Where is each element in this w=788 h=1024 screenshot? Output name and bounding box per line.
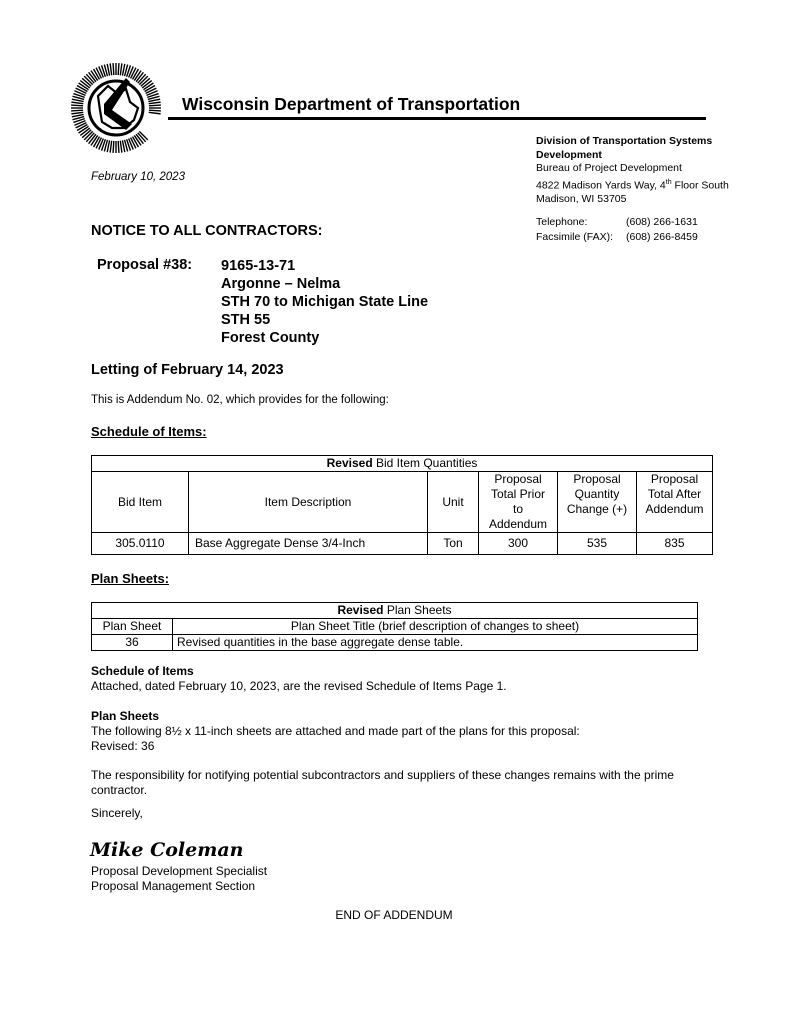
project-limits: STH 70 to Michigan State Line (221, 294, 429, 310)
cell-prior: 300 (479, 533, 558, 555)
schedule-note-heading: Schedule of Items (91, 664, 194, 678)
signer-titles (91, 864, 267, 894)
cell-sheet-title: Revised quantities in the base aggregate dense table. (173, 635, 698, 651)
proposal-label: Proposal #38: (97, 257, 193, 273)
notice-heading: NOTICE TO ALL CONTRACTORS: (91, 223, 323, 239)
table-row (92, 635, 698, 651)
plans-note (91, 709, 580, 754)
wisdot-logo (68, 64, 168, 156)
letting-heading: Letting of February 14, 2023 (91, 362, 284, 378)
contact-block (536, 215, 698, 244)
header-rule (168, 117, 706, 120)
bid-items-table (91, 455, 713, 555)
project-name: Argonne – Nelma (221, 276, 341, 292)
division-block (536, 135, 760, 206)
schedule-heading: Schedule of Items: (91, 424, 207, 439)
col-plan-sheet: Plan Sheet (92, 619, 173, 635)
col-plan-title: Plan Sheet Title (brief description of changes to sheet) (173, 619, 698, 635)
signature-mike-coleman (90, 836, 244, 864)
plan-sheets-heading: Plan Sheets: (91, 571, 170, 586)
signer-title: Proposal Development Specialist (91, 864, 268, 878)
schedule-note (91, 664, 507, 694)
fax-line: Facsimile (FAX): (608) 266-8459 (536, 230, 698, 243)
end-of-addendum: END OF ADDENDUM (335, 908, 453, 922)
table-row (92, 533, 713, 555)
col-unit: Unit (428, 472, 479, 533)
bureau-name: Bureau of Project Development (536, 162, 682, 174)
cell-unit: Ton (428, 533, 479, 555)
addendum-intro: This is Addendum No. 02, which provides for the following: (91, 394, 389, 406)
plans-note-text: The following 8½ x 11-inch sheets are attached and made part of the plans for this proposal: (91, 724, 580, 738)
project-highway: STH 55 (221, 312, 271, 328)
schedule-note-text: Attached, dated February 10, 2023, are the revised Schedule of Items Page 1. (91, 679, 507, 693)
telephone-line: Telephone: (608) 266-1631 (536, 216, 698, 228)
bid-table-title: Revised Bid Item Quantities (92, 456, 713, 472)
cell-description: Base Aggregate Dense 3/4-Inch (189, 533, 428, 555)
closing: Sincerely, (91, 806, 143, 820)
cell-sheet: 36 (92, 635, 173, 651)
plan-sheets-table (91, 602, 698, 651)
street-address: 4822 Madison Yards Way, 4th Floor South (536, 178, 729, 191)
responsibility-paragraph: The responsibility for notifying potential subcontractors and suppliers of these changes remains with the prime contractor. (91, 768, 674, 797)
project-county: Forest County (221, 330, 320, 346)
col-item-description: Item Description (189, 472, 428, 533)
cell-change: 535 (558, 533, 637, 555)
agency-name: Wisconsin Department of Transportation (182, 94, 521, 114)
col-total-prior: Proposal Total Prior to Addendum (479, 472, 558, 533)
city-address: Madison, WI 53705 (536, 192, 627, 205)
plans-note-heading: Plan Sheets (91, 709, 160, 723)
division-name: Division of Transportation Systems Development (536, 135, 713, 161)
project-id: 9165-13-71 (221, 258, 296, 274)
plans-revised: Revised: 36 (91, 739, 155, 753)
signer-section: Proposal Management Section (91, 879, 256, 893)
col-quantity-change: Proposal Quantity Change (+) (558, 472, 637, 533)
svg-text:Mike Coleman: Mike Coleman (90, 839, 244, 861)
proposal-details (221, 257, 428, 347)
letter-date: February 10, 2023 (91, 171, 185, 183)
cell-bid-item: 305.0110 (92, 533, 189, 555)
col-bid-item: Bid Item (92, 472, 189, 533)
plan-table-title: Revised Plan Sheets (92, 603, 698, 619)
col-total-after: Proposal Total After Addendum (637, 472, 713, 533)
cell-after: 835 (637, 533, 713, 555)
